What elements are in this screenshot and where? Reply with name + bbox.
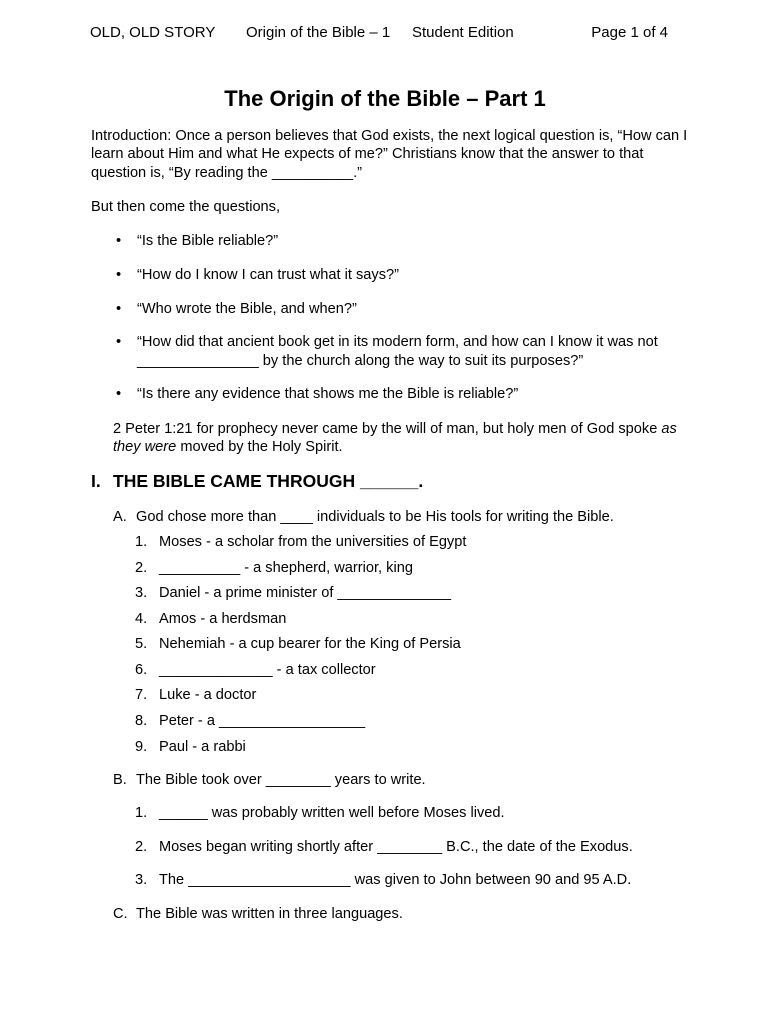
header-series: OLD, OLD STORY [90,24,216,41]
list-item: 2. __________ - a shepherd, warrior, king [135,560,413,576]
list-item: 1. ______ was probably written well before Moses lived. [135,805,505,821]
outline-item-a: A. God chose more than ____ individuals to be His tools for writing the Bible. [113,509,614,525]
list-item: 2. Moses began writing shortly after ________ B.C., the date of the Exodus. [135,839,633,855]
header-page-number: Page 1 of 4 [591,24,668,41]
section-heading: I. THE BIBLE CAME THROUGH ______. [91,471,424,491]
list-item: • “Who wrote the Bible, and when?” [116,300,357,317]
bullet-icon: • [116,386,122,403]
document-title: The Origin of the Bible – Part 1 [224,86,546,111]
list-item: 6. ______________ - a tax collector [135,662,376,678]
page-header [90,24,668,44]
bullet-icon: • [116,300,122,317]
list-item: 5. Nehemiah - a cup bearer for the King of Persia [135,636,461,652]
list-item: 8. Peter - a __________________ [135,713,366,729]
header-lesson: Origin of the Bible – 1 [246,24,391,41]
bullet-icon: • [116,233,122,249]
list-item: • “Is there any evidence that shows me the Bible is reliable?” [116,386,519,403]
questions-intro: But then come the questions, [91,199,281,215]
list-item: 7. Luke - a doctor [135,687,257,703]
list-item: 3. The ____________________ was given to John between 90 and 95 A.D. [135,872,632,888]
question-list [91,232,691,404]
list-item: 9. Paul - a rabbi [135,739,246,755]
list-item: • “How do I know I can trust what it says?” [116,266,399,283]
outline-item-c: C. The Bible was written in three languages. [113,906,403,922]
outline-item-b: B. The Bible took over ________ years to write. [113,772,426,788]
list-item: 4. Amos - a herdsman [135,611,287,627]
scripture-verse: 2 Peter 1:21 for prophecy never came by the will of man, but holy men of God spoke as they were moved by the Holy Spirit. [113,421,677,456]
intro-paragraph: Introduction: Once a person believes that God exists, the next logical question is, “How can I learn about Him and what He expects of me?” Christians know that the answer to that question is, “By reading the __________.” [91,128,688,181]
list-item: 3. Daniel - a prime minister of ______________ [135,585,452,601]
verse-italic: as they were [113,421,677,456]
list-item: 1. Moses - a scholar from the universities of Egypt [135,534,467,550]
bullet-icon: • [116,266,122,283]
list-item: • “How did that ancient book get in its modern form, and how can I know it was not _______________ by the church along the way to suit its purposes?” [116,334,658,369]
header-edition: Student Edition [412,24,514,41]
bullet-icon: • [116,334,122,351]
list-item: • “Is the Bible reliable?” [116,233,279,249]
